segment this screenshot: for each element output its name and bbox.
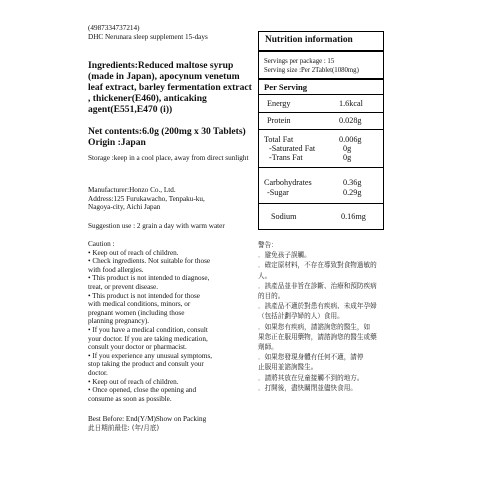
caution-line: your doctor. If you are taking medication, — [88, 334, 208, 343]
caution-chinese-block — [258, 240, 378, 393]
caution-line: • Once opened, close the opening and — [88, 386, 197, 395]
divider — [259, 129, 383, 130]
manufacturer-city: Nagoya-city, Aichi Japan — [88, 203, 161, 212]
nutrient-value: 0.16mg — [341, 212, 366, 221]
caution-line: consume as soon as possible. — [88, 394, 172, 403]
caution-zh-line: 止服用並諮詢醫生。 — [258, 363, 318, 372]
nutrient-label: -Trans Fat — [269, 153, 303, 162]
storage-instructions: Storage :keep in a cool place, away from direct sunlight — [88, 154, 249, 162]
divider — [259, 203, 383, 204]
divider — [259, 94, 383, 95]
serving-size: Serving size :Per 2Tablet(1080mg) — [264, 67, 359, 74]
nutrition-title: Nutrition information — [265, 35, 353, 45]
caution-zh-line: ．確定原材料，不存在導致對食物過敏的 — [258, 261, 377, 270]
caution-zh-line: ．如果您發現身體有任何不適，請停 — [258, 353, 364, 362]
caution-line: • This product is not intended for those — [88, 291, 200, 300]
divider — [259, 112, 383, 113]
caution-line: • Check ingredients. Not suitable for those — [88, 257, 211, 266]
caution-line: pregnant women (including those — [88, 308, 185, 317]
product-name: DHC Nerunara sleep supplement 15-days — [88, 32, 208, 41]
nutrient-value: 0.29g — [343, 188, 362, 197]
caution-line: with medical conditions, minors, or — [88, 300, 191, 309]
caution-title: Caution : — [88, 240, 115, 248]
caution-zh-line: ．打開後，盡快關閉並儘快食用。 — [258, 383, 357, 392]
caution-line: with food allergies. — [88, 265, 144, 274]
caution-zh-line: ．避免孩子誤觸。 — [258, 251, 311, 260]
manufacturer-address: Address:125 Furukawacho, Tenpaku-ku, — [88, 194, 205, 203]
nutrient-value: 1.6kcal — [339, 99, 363, 108]
caution-zh-title: 警告： — [258, 241, 278, 249]
nutrient-label: Sodium — [271, 212, 297, 221]
nutrient-label: Carbohydrates — [264, 178, 312, 187]
caution-zh-line: （包括計劃孕婦的人）食用。 — [258, 312, 344, 321]
caution-line: • Keep out of reach of children. — [88, 377, 179, 386]
nutrient-label: -Saturated Fat — [269, 144, 316, 153]
product-header — [88, 24, 256, 41]
caution-line: treat, or prevent disease. — [88, 282, 159, 291]
nutrient-label: -Sugar — [267, 188, 289, 197]
suggested-use: Suggestion use : 2 grain a day with warm water — [88, 222, 225, 230]
divider — [259, 78, 383, 80]
divider — [259, 167, 383, 168]
nutrient-label: Protein — [267, 116, 291, 125]
caution-block — [88, 240, 258, 403]
best-before-en: Best Before: End(Y/M)Show on Packing — [88, 415, 207, 423]
nutrient-value: 0g — [343, 153, 352, 162]
nutrient-value: 0.36g — [343, 178, 362, 187]
best-before-zh: 此日期前最佳: (年/月底) — [88, 423, 160, 432]
product-code: (4987334737214) — [88, 24, 140, 32]
net-contents-block — [88, 126, 256, 148]
nutrient-label: Energy — [267, 99, 291, 108]
nutrient-value: 0.028g — [339, 116, 362, 125]
caution-line: • If you have a medical condition, consult — [88, 325, 208, 334]
caution-line: • If you experience any unusual symptoms, — [88, 351, 213, 360]
servings-per-package: Servings per package : 15 — [264, 58, 335, 65]
nutrient-value: 0g — [343, 144, 352, 153]
caution-zh-line: 果您正在服用藥物，請諮詢您的醫生或藥 — [258, 332, 377, 341]
caution-line: planning pregnancy). — [88, 317, 150, 326]
divider — [259, 50, 383, 52]
caution-line: • Keep out of reach of children. — [88, 248, 179, 257]
ingredients: Ingredients:Reduced maltose syrup (made in Japan), apocynum venetum leaf extract, barley fermentation extract , thickener(E460), anticaking agent(E551,E470 (i)) — [88, 60, 252, 115]
caution-line: consult your doctor or pharmacist. — [88, 343, 187, 352]
manufacturer-block — [88, 186, 250, 212]
caution-zh-line: 的目的。 — [258, 292, 285, 301]
caution-zh-line: 人。 — [258, 271, 272, 280]
best-before-block — [88, 415, 288, 433]
caution-zh-line: ．該產品並非旨在診斷、治療和預防疾病 — [258, 281, 377, 290]
caution-line: • This product is not intended to diagnose, — [88, 274, 210, 283]
caution-zh-line: ．該產品不適於對患有疾病、未成年孕婦 — [258, 302, 377, 311]
net-contents: Net contents:6.0g (200mg x 30 Tablets) — [88, 126, 246, 137]
nutrient-label: Total Fat — [264, 135, 294, 144]
manufacturer-name: Manufacturer:Honzo Co., Ltd. — [88, 186, 176, 194]
nutrition-panel — [258, 31, 384, 230]
origin: Origin :Japan — [88, 137, 146, 148]
caution-zh-line: ．請將其放在兒童接觸不到的地方。 — [258, 373, 364, 382]
nutrient-value: 0.006g — [339, 135, 362, 144]
caution-zh-line: ．如果您有疾病，請諮詢您的醫生，如 — [258, 322, 371, 331]
per-serving-heading: Per Serving — [264, 82, 308, 92]
caution-line: doctor. — [88, 368, 108, 377]
caution-zh-line: 劑師。 — [258, 343, 278, 352]
caution-line: stop taking the product and consult your — [88, 360, 204, 369]
